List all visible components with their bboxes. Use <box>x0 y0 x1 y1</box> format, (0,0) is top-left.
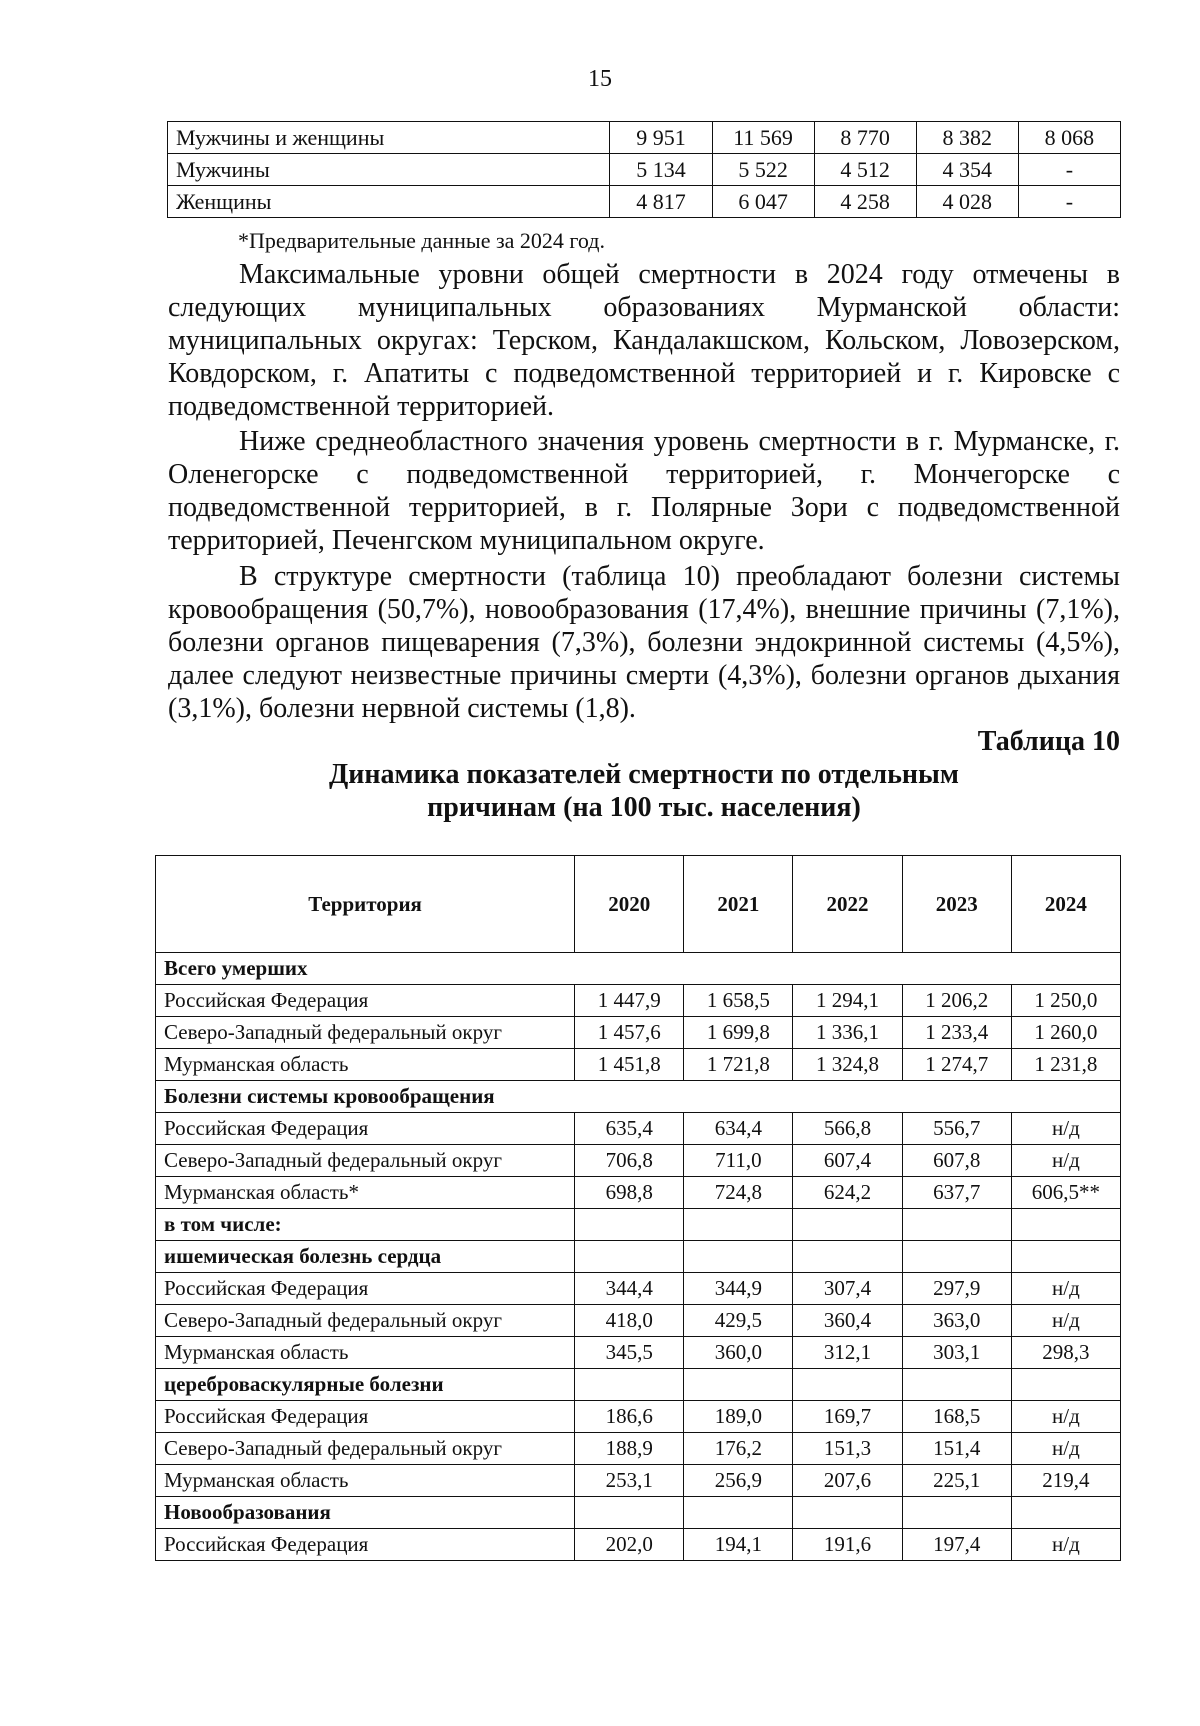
table-row <box>156 1401 1121 1433</box>
row-label: Мурманская область <box>156 1337 575 1369</box>
row-label: Российская Федерация <box>156 1401 575 1433</box>
table-row <box>156 1145 1121 1177</box>
table-row <box>156 1017 1121 1049</box>
empty-cell <box>902 1369 1011 1401</box>
empty-cell <box>1011 1497 1120 1529</box>
cell-value: - <box>1018 154 1120 186</box>
cell-value: 256,9 <box>684 1465 793 1497</box>
cell-value: 606,5** <box>1011 1177 1120 1209</box>
row-label: Северо-Западный федеральный округ <box>156 1433 575 1465</box>
table-row <box>156 1177 1121 1209</box>
header-year: 2021 <box>684 856 793 953</box>
mortality-table <box>155 855 1121 1561</box>
cell-value: 1 457,6 <box>575 1017 684 1049</box>
subsection-label: Новообразования <box>156 1497 575 1529</box>
cell-value: 4 354 <box>916 154 1018 186</box>
empty-cell <box>902 1241 1011 1273</box>
cell-value: 724,8 <box>684 1177 793 1209</box>
cell-value: 1 233,4 <box>902 1017 1011 1049</box>
cell-value: 186,6 <box>575 1401 684 1433</box>
empty-cell <box>575 1369 684 1401</box>
cell-value: 1 721,8 <box>684 1049 793 1081</box>
cell-value: 566,8 <box>793 1113 902 1145</box>
cell-value: 360,4 <box>793 1305 902 1337</box>
row-label: Северо-Западный федеральный округ <box>156 1017 575 1049</box>
cell-value: 556,7 <box>902 1113 1011 1145</box>
table-row <box>156 1113 1121 1145</box>
table-title-line: Динамика показателей смертности по отдельным <box>329 759 959 790</box>
row-label: Мурманская область <box>156 1049 575 1081</box>
table-row <box>168 122 1121 154</box>
cell-value: 634,4 <box>684 1113 793 1145</box>
subsection-row <box>156 1241 1121 1273</box>
cell-value: 711,0 <box>684 1145 793 1177</box>
cell-value: н/д <box>1011 1529 1120 1561</box>
header-territory: Территория <box>156 856 575 953</box>
row-label: Мурманская область <box>156 1465 575 1497</box>
header-year: 2022 <box>793 856 902 953</box>
empty-cell <box>575 1497 684 1529</box>
empty-cell <box>1011 1369 1120 1401</box>
cell-value: 253,1 <box>575 1465 684 1497</box>
cell-value: 363,0 <box>902 1305 1011 1337</box>
cell-value: 1 336,1 <box>793 1017 902 1049</box>
cell-value: 168,5 <box>902 1401 1011 1433</box>
cell-value: 298,3 <box>1011 1337 1120 1369</box>
empty-cell <box>575 1209 684 1241</box>
table-row <box>156 985 1121 1017</box>
empty-cell <box>684 1497 793 1529</box>
header-year: 2024 <box>1011 856 1120 953</box>
subsection-label: в том числе: <box>156 1209 575 1241</box>
cell-value: 312,1 <box>793 1337 902 1369</box>
empty-cell <box>793 1369 902 1401</box>
page-number: 15 <box>588 66 612 92</box>
paragraph-text: В структуре смертности (таблица 10) преобладают болезни системы кровообращения (50,7%), новообразования (17,4%), внешние причины (7,1%), болезни органов пищеварения (7,3%), болезни эндокринной системы (4,5%), далее следуют неизвестные причины смерти (4,3%), болезни органов дыхания (3,1%), болезни нервной системы (1,8). <box>168 561 1120 724</box>
cell-value: н/д <box>1011 1305 1120 1337</box>
empty-cell <box>902 1497 1011 1529</box>
cell-value: 1 231,8 <box>1011 1049 1120 1081</box>
empty-cell <box>684 1241 793 1273</box>
table-row <box>156 1433 1121 1465</box>
cell-value: 637,7 <box>902 1177 1011 1209</box>
cell-value: 4 028 <box>916 186 1018 218</box>
subsection-row <box>156 1209 1121 1241</box>
paragraph-2 <box>168 425 1120 557</box>
section-label: Болезни системы кровообращения <box>156 1081 1121 1113</box>
subsection-label: цереброваскулярные болезни <box>156 1369 575 1401</box>
cell-value: 1 699,8 <box>684 1017 793 1049</box>
table-row <box>156 1337 1121 1369</box>
cell-value: 225,1 <box>902 1465 1011 1497</box>
row-label: Мужчины <box>168 154 610 186</box>
cell-value: 4 512 <box>814 154 916 186</box>
cell-value: 6 047 <box>712 186 814 218</box>
empty-cell <box>684 1369 793 1401</box>
table-label: Таблица 10 <box>977 726 1120 757</box>
cell-value: 188,9 <box>575 1433 684 1465</box>
cell-value: 189,0 <box>684 1401 793 1433</box>
cell-value: 1 658,5 <box>684 985 793 1017</box>
empty-cell <box>793 1209 902 1241</box>
footnote: *Предварительные данные за 2024 год. <box>238 228 605 253</box>
cell-value: 1 451,8 <box>575 1049 684 1081</box>
cell-value: 191,6 <box>793 1529 902 1561</box>
top-table <box>167 121 1121 218</box>
cell-value: 8 770 <box>814 122 916 154</box>
cell-value: 5 134 <box>610 154 712 186</box>
table-title <box>168 758 1120 824</box>
cell-value: 1 260,0 <box>1011 1017 1120 1049</box>
paragraph-text: Ниже среднеобластного значения уровень смертности в г. Мурманске, г. Оленегорске с подведомственной территорией, г. Мончегорске с подведомственной территорией, в г. Полярные Зори с подведомственной территорией, Печенгском муниципальном округе. <box>168 426 1120 556</box>
cell-value: 207,6 <box>793 1465 902 1497</box>
empty-cell <box>575 1241 684 1273</box>
cell-value: - <box>1018 186 1120 218</box>
table-row <box>156 1529 1121 1561</box>
cell-value: 345,5 <box>575 1337 684 1369</box>
cell-value: 607,8 <box>902 1145 1011 1177</box>
empty-cell <box>793 1241 902 1273</box>
cell-value: 303,1 <box>902 1337 1011 1369</box>
empty-cell <box>1011 1241 1120 1273</box>
cell-value: 307,4 <box>793 1273 902 1305</box>
cell-value: н/д <box>1011 1433 1120 1465</box>
cell-value: 5 522 <box>712 154 814 186</box>
table-row <box>156 1305 1121 1337</box>
cell-value: 607,4 <box>793 1145 902 1177</box>
cell-value: 1 206,2 <box>902 985 1011 1017</box>
header-year: 2020 <box>575 856 684 953</box>
cell-value: 1 324,8 <box>793 1049 902 1081</box>
row-label: Северо-Западный федеральный округ <box>156 1145 575 1177</box>
cell-value: 429,5 <box>684 1305 793 1337</box>
row-label: Российская Федерация <box>156 1273 575 1305</box>
row-label: Северо-Западный федеральный округ <box>156 1305 575 1337</box>
cell-value: 202,0 <box>575 1529 684 1561</box>
cell-value: 1 274,7 <box>902 1049 1011 1081</box>
table-title-line: причинам (на 100 тыс. населения) <box>427 792 861 823</box>
row-label: Российская Федерация <box>156 985 575 1017</box>
paragraph-1 <box>168 258 1120 423</box>
table-row <box>156 1049 1121 1081</box>
cell-value: н/д <box>1011 1145 1120 1177</box>
table-header-row <box>156 856 1121 953</box>
row-label: Российская Федерация <box>156 1529 575 1561</box>
paragraph-text: Максимальные уровни общей смертности в 2024 году отмечены в следующих муниципальных образованиях Мурманской области: муниципальных округах: Терском, Кандалакшском, Кольском, Ловозерском, Ковдорском, г. Апатиты с подведомственной территорией и г. Кировске с подведомственной территорией. <box>168 259 1120 422</box>
table-row <box>156 1465 1121 1497</box>
cell-value: 624,2 <box>793 1177 902 1209</box>
empty-cell <box>793 1497 902 1529</box>
cell-value: 1 447,9 <box>575 985 684 1017</box>
cell-value: н/д <box>1011 1273 1120 1305</box>
empty-cell <box>902 1209 1011 1241</box>
empty-cell <box>684 1209 793 1241</box>
row-label: Мурманская область* <box>156 1177 575 1209</box>
cell-value: 635,4 <box>575 1113 684 1145</box>
cell-value: 8 068 <box>1018 122 1120 154</box>
header-year: 2023 <box>902 856 1011 953</box>
cell-value: 4 258 <box>814 186 916 218</box>
table-row <box>156 1273 1121 1305</box>
section-row <box>156 953 1121 985</box>
cell-value: 360,0 <box>684 1337 793 1369</box>
cell-value: н/д <box>1011 1401 1120 1433</box>
cell-value: 344,9 <box>684 1273 793 1305</box>
cell-value: 151,4 <box>902 1433 1011 1465</box>
empty-cell <box>1011 1209 1120 1241</box>
cell-value: 1 294,1 <box>793 985 902 1017</box>
cell-value: 219,4 <box>1011 1465 1120 1497</box>
cell-value: 344,4 <box>575 1273 684 1305</box>
cell-value: н/д <box>1011 1113 1120 1145</box>
cell-value: 194,1 <box>684 1529 793 1561</box>
cell-value: 1 250,0 <box>1011 985 1120 1017</box>
cell-value: 698,8 <box>575 1177 684 1209</box>
table-row <box>168 154 1121 186</box>
cell-value: 706,8 <box>575 1145 684 1177</box>
cell-value: 11 569 <box>712 122 814 154</box>
cell-value: 197,4 <box>902 1529 1011 1561</box>
cell-value: 176,2 <box>684 1433 793 1465</box>
table-row <box>168 186 1121 218</box>
cell-value: 418,0 <box>575 1305 684 1337</box>
cell-value: 4 817 <box>610 186 712 218</box>
subsection-row <box>156 1369 1121 1401</box>
section-row <box>156 1081 1121 1113</box>
row-label: Мужчины и женщины <box>168 122 610 154</box>
section-label: Всего умерших <box>156 953 1121 985</box>
cell-value: 297,9 <box>902 1273 1011 1305</box>
subsection-row <box>156 1497 1121 1529</box>
row-label: Российская Федерация <box>156 1113 575 1145</box>
cell-value: 151,3 <box>793 1433 902 1465</box>
cell-value: 169,7 <box>793 1401 902 1433</box>
paragraph-3 <box>168 560 1120 725</box>
subsection-label: ишемическая болезнь сердца <box>156 1241 575 1273</box>
row-label: Женщины <box>168 186 610 218</box>
cell-value: 9 951 <box>610 122 712 154</box>
cell-value: 8 382 <box>916 122 1018 154</box>
